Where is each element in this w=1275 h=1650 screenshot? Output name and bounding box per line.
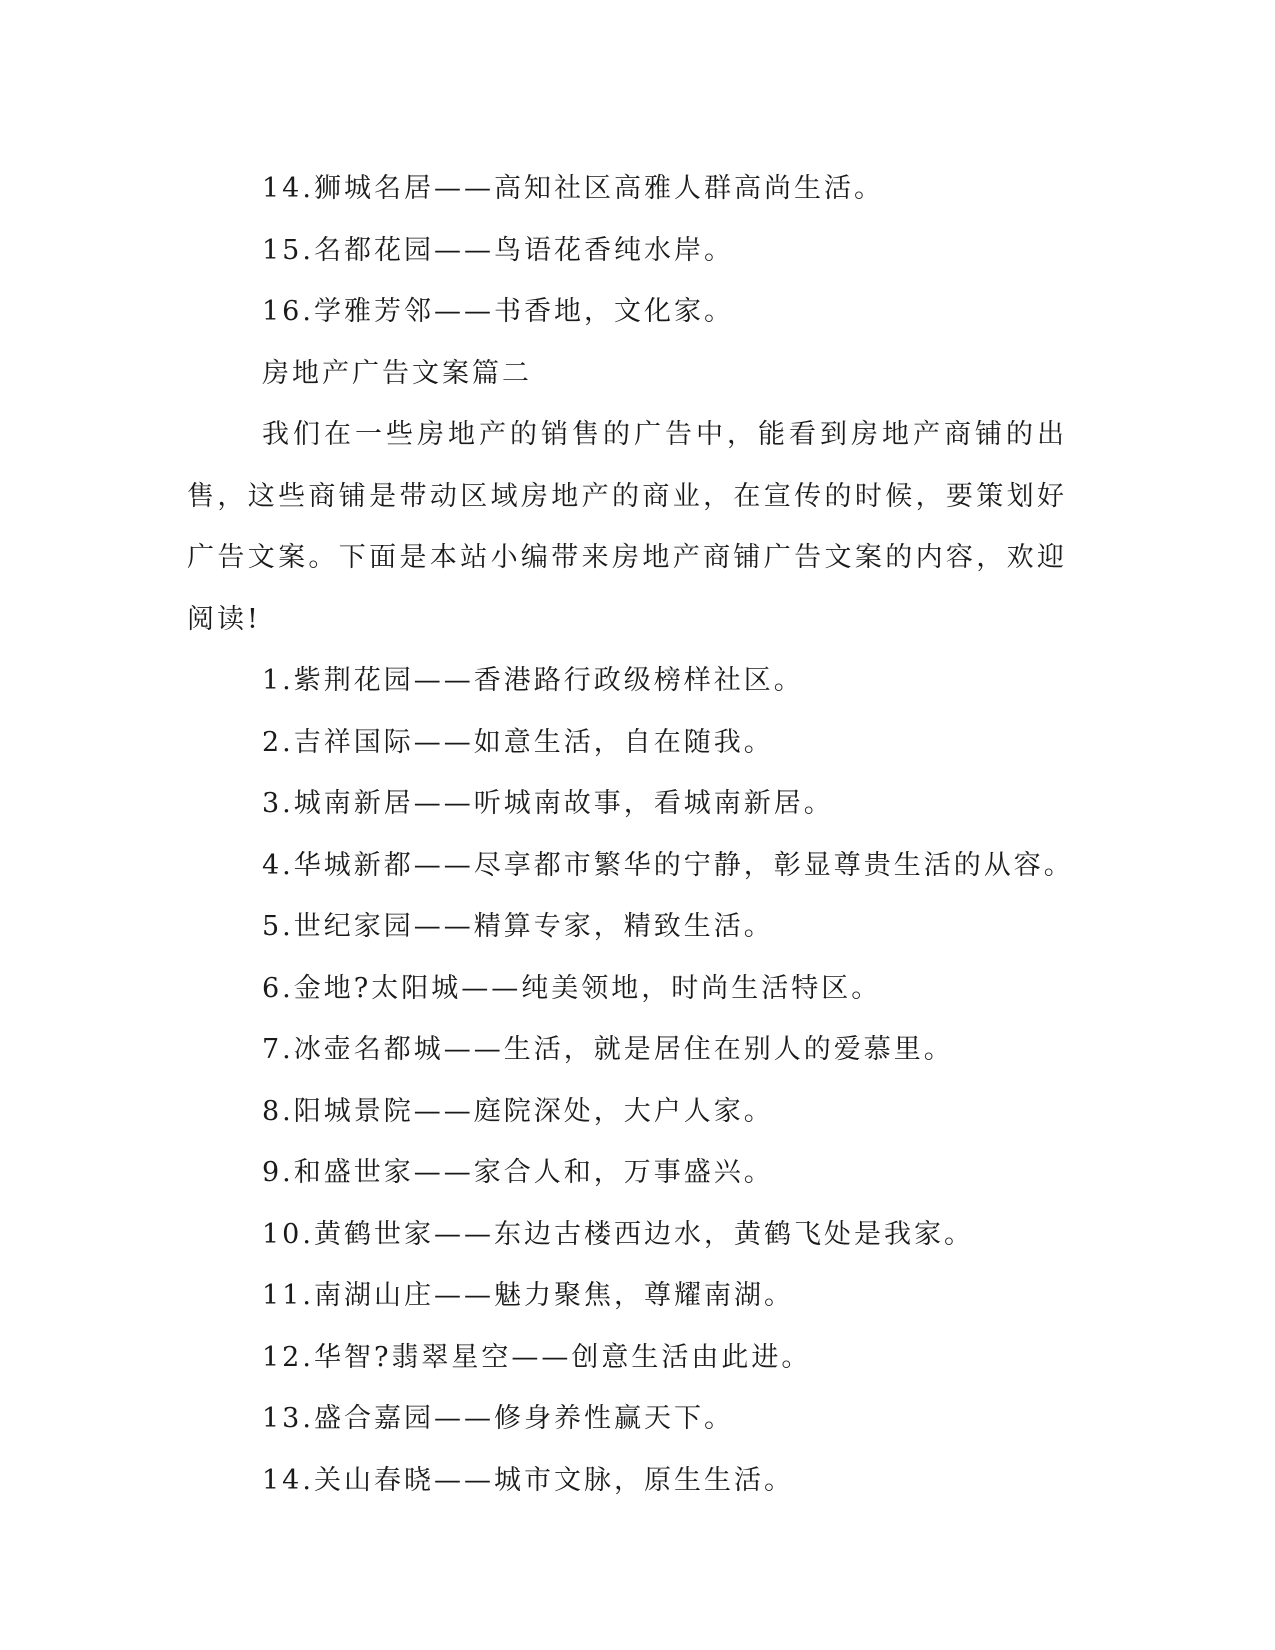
list-item: 7.冰壶名都城——生活，就是居住在别人的爱慕里。 (262, 1034, 954, 1065)
list-item: 15.名都花园——鸟语花香纯水岸。 (262, 234, 734, 266)
document-body (187, 158, 1074, 1511)
list-item: 8.阳城景院——庭院深处，大户人家。 (262, 1095, 774, 1127)
list-item: 6.金地?太阳城——纯美领地，时尚生活特区。 (262, 972, 882, 1004)
list-item: 1.紫荆花园——香港路行政级榜样社区。 (262, 665, 804, 696)
list-item: 5.世纪家园——精算专家，精致生活。 (262, 911, 774, 942)
list-item: 14.关山春晓——城市文脉，原生生活。 (262, 1464, 794, 1496)
list-item: 13.盛合嘉园——修身养性赢天下。 (262, 1403, 734, 1434)
section-title: 房地产广告文案篇二 (262, 357, 532, 389)
list-item: 2.吉祥国际——如意生活，自在随我。 (262, 726, 774, 758)
list-item: 9.和盛世家——家合人和，万事盛兴。 (262, 1157, 774, 1188)
list-item: 11.南湖山庄——魅力聚焦，尊耀南湖。 (262, 1280, 794, 1311)
list-item: 12.华智?翡翠星空——创意生活由此进。 (262, 1341, 812, 1373)
list-item: 16.学雅芳邻——书香地，文化家。 (262, 296, 734, 327)
list-item: 4.华城新都——尽享都市繁华的宁静，彰显尊贵生活的从容。 (262, 849, 1074, 881)
intro-paragraph: 我们在一些房地产的销售的广告中，能看到房地产商铺的出售，这些商铺是带动区域房地产的商业，在宣传的时候，要策划好广告文案。下面是本站小编带来房地产商铺广告文案的内容，欢迎阅读! (187, 419, 1067, 635)
list-item: 10.黄鹤世家——东边古楼西边水，黄鹤飞处是我家。 (262, 1218, 974, 1250)
list-item: 3.城南新居——听城南故事，看城南新居。 (262, 788, 834, 819)
list-item: 14.狮城名居——高知社区高雅人群高尚生活。 (262, 173, 884, 204)
